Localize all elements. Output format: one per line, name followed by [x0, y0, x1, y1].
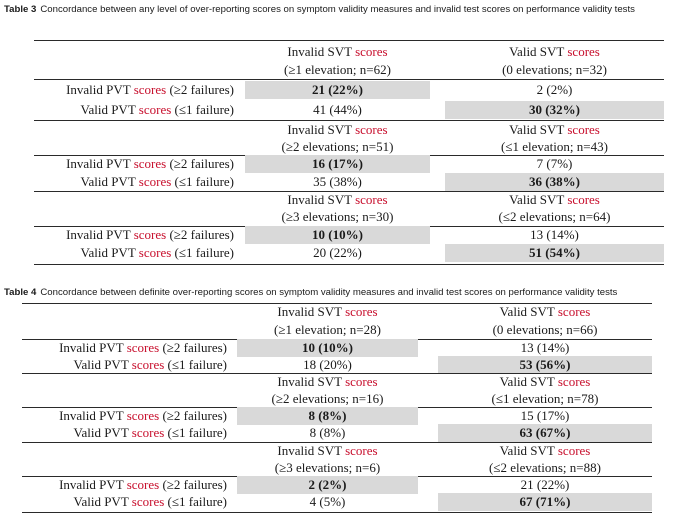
table4-b2-col2-header: Valid SVT scores: [499, 374, 591, 389]
table3-b1-row2-value2: 30 (32%): [445, 101, 664, 119]
table4-b2-row2-value2: 63 (67%): [438, 424, 652, 442]
table3-b1-row2-label: Valid PVT scores (≤1 failure): [80, 102, 234, 117]
table4-b3-row1-value1: 2 (2%): [237, 476, 418, 494]
table4-b1-col1-header: Invalid SVT scores: [277, 304, 378, 319]
table3-caption-text: Concordance between any level of over-reporting scores on symptom validity measures and invalid test scores on performance validity tests: [40, 4, 635, 15]
table4-b2-row2-label: Valid PVT scores (≤1 failure): [73, 425, 227, 440]
table4-b1-row1-label: Invalid PVT scores (≥2 failures): [59, 340, 227, 355]
table4-b2-col1-subheader: (≥2 elevations; n=16): [271, 391, 384, 406]
table3-b3-row2-value2: 51 (54%): [445, 244, 664, 262]
table4-b1-col2-header: Valid SVT scores: [499, 304, 591, 319]
table4-b2-row2-value1: 8 (8%): [309, 425, 346, 440]
table3-b2-row2-label: Valid PVT scores (≤1 failure): [80, 174, 234, 189]
table3-b1-col1-subheader: (≥1 elevation; n=62): [284, 62, 391, 77]
table3-b1-row2-value1: 41 (44%): [313, 102, 362, 117]
table4-b2-row1-value1: 8 (8%): [237, 407, 418, 425]
table4-b3-row1-label: Invalid PVT scores (≥2 failures): [59, 477, 227, 492]
table4-b1-col2-subheader: (0 elevations; n=66): [492, 322, 598, 337]
table3-b2-col2-header: Valid SVT scores: [509, 122, 600, 137]
table4-label: Table 4: [4, 287, 37, 298]
table4-b2-col1-header: Invalid SVT scores: [277, 374, 378, 389]
table3-b3-row2-value1: 20 (22%): [313, 245, 362, 260]
table4-caption: [4, 287, 680, 299]
table4-b3-col2-subheader: (≤2 elevations; n=88): [489, 460, 601, 475]
table3-b2-col1-header: Invalid SVT scores: [287, 122, 388, 137]
table3-b2-row2-value2: 36 (38%): [445, 173, 664, 191]
table4-b1-row1-value1: 10 (10%): [237, 339, 418, 357]
table3-b2-row1-label: Invalid PVT scores (≥2 failures): [66, 156, 234, 171]
table4-b1-col1-subheader: (≥1 elevation; n=28): [274, 322, 381, 337]
table3-b2-row1-value2: 7 (7%): [536, 156, 573, 171]
table4-b3-col1-subheader: (≥3 elevations; n=6): [274, 460, 381, 475]
table4-b2-col2-subheader: (≤1 elevation; n=78): [491, 391, 599, 406]
table3-b3-col2-header: Valid SVT scores: [509, 192, 600, 207]
table3-b1-col2-subheader: (0 elevations; n=32): [502, 62, 607, 77]
table3-b3-col1-header: Invalid SVT scores: [287, 192, 388, 207]
table4-b3-row2-value1: 4 (5%): [309, 494, 346, 509]
table3-b3-row1-value2: 13 (14%): [530, 227, 579, 242]
table3-bottom-rule: [34, 264, 664, 265]
table3-b3-row1-label: Invalid PVT scores (≥2 failures): [66, 227, 234, 242]
table3-b1-col2-header: Valid SVT scores: [509, 44, 600, 59]
table3-b2-row2-value1: 35 (38%): [313, 174, 362, 189]
table4-b2-row1-label: Invalid PVT scores (≥2 failures): [59, 408, 227, 423]
table3-b3-col1-subheader: (≥3 elevations; n=30): [281, 209, 394, 224]
table3-b1-rule: [34, 79, 664, 80]
table3-b3-col2-subheader: (≤2 elevations; n=64): [498, 209, 611, 224]
table3-b3-row2-label: Valid PVT scores (≤1 failure): [80, 245, 234, 260]
table4-b3-col2-header: Valid SVT scores: [499, 443, 591, 458]
scores-label: scores: [355, 44, 388, 59]
table4-b3-row1-value2: 21 (22%): [520, 477, 570, 492]
table4-caption-text: Concordance between definite over-reporting scores on symptom validity measures and invalid test scores on performance validity tests: [40, 287, 618, 298]
table4-b3-col1-header: Invalid SVT scores: [277, 443, 378, 458]
table3-b2-col1-subheader: (≥2 elevations; n=51): [281, 139, 394, 154]
table3-b3-row1-value1: 10 (10%): [245, 226, 430, 244]
table3-b2-row1-value1: 16 (17%): [245, 155, 430, 173]
table4-bottom-rule: [22, 512, 652, 513]
table4-b1-row1-value2: 13 (14%): [520, 340, 570, 355]
table4-b3-row2-value2: 67 (71%): [438, 493, 652, 511]
table4-b1-row2-value2: 53 (56%): [438, 356, 652, 374]
table3-b1-col1-header: Invalid SVT scores: [287, 44, 388, 59]
table3-top-rule: [34, 40, 664, 41]
table3-label: Table 3: [4, 4, 37, 15]
table4-b2-row1-value2: 15 (17%): [520, 408, 570, 423]
table3-caption: [4, 4, 680, 16]
table3-b1-row1-value2: 2 (2%): [536, 82, 573, 97]
table4-b1-row2-value1: 18 (20%): [303, 357, 352, 372]
table3-b2-col2-subheader: (≤1 elevation; n=43): [501, 139, 608, 154]
table4-b1-row2-label: Valid PVT scores (≤1 failure): [73, 357, 227, 372]
table3-b1-row1-value1: 21 (22%): [245, 81, 430, 99]
table4-b3-row2-label: Valid PVT scores (≤1 failure): [73, 494, 227, 509]
table3-b1-row1-label: Invalid PVT scores (≥2 failures): [66, 82, 234, 97]
